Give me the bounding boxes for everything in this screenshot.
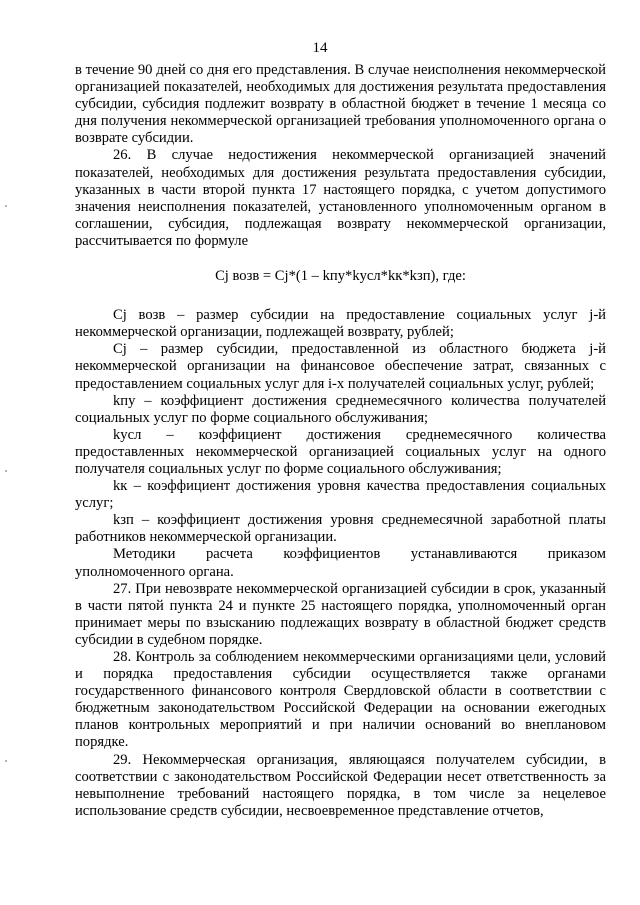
formula: Cj возв = Cj*(1 – kпу*kусл*kк*kзп), где: [215, 268, 466, 285]
paragraph-29: 29. Некоммерческая организация, являющаяся получателем субсидии, в соответствии с законодательством Российской Федерации несет ответственность за невыполнение требований настоящего порядка, в том числе за нецелевое использование средств субсидии, несвоевременное представление отчетов, [75, 751, 606, 819]
definition-cj-vozv: Cj возв – размер субсидии на предоставление социальных услуг j-й некоммерческой организации, подлежащей возврату, рублей; [75, 307, 606, 341]
scan-speck [5, 205, 7, 207]
document-body [75, 62, 606, 820]
paragraph-26: 26. В случае недостижения некоммерческой организацией значений показателей, необходимых для достижения результата предоставления субсидии, указанных в части второй пункта 17 настоящего порядка, с учетом допустимого значения неисполнения показателей, установленного уполномоченным органом в соглашении, субсидия, подлежащая возврату некоммерческой организации, рассчитывается по формуле [75, 147, 606, 249]
definition-cj: Cj – размер субсидии, предоставленной из областного бюджета j-й некоммерческой организации на финансовое обеспечение затрат, связанных с предоставлением социальных услуг для i-х получателей социальных услуг, рублей; [75, 341, 606, 392]
paragraph-28: 28. Контроль за соблюдением некоммерческими организациями цели, условий и порядка предоставления субсидии осуществляется также органами государственного финансового контроля Свердловской области в соответствии с бюджетным законодательством Российской Федерации на основании ежегодных планов контрольных мероприятий и при наличии оснований во внеплановом порядке. [75, 649, 606, 751]
definition-kk: kк – коэффициент достижения уровня качества предоставления социальных услуг; [75, 478, 606, 512]
page-number: 14 [312, 40, 328, 56]
definition-kzp: kзп – коэффициент достижения уровня среднемесячной заработной платы работников некоммерческой организации. [75, 512, 606, 546]
paragraph-continuation: в течение 90 дней со дня его представления. В случае неисполнения некоммерческой организацией показателей, необходимых для достижения результата предоставления субсидии, субсидия подлежит возврату в областной бюджет в течение 1 месяца со дня получения некоммерческой организацией требования уполномоченного органа о возврате субсидии. [75, 62, 606, 147]
paragraph-27: 27. При невозврате некоммерческой организацией субсидии в срок, указанный в части пятой пункта 24 и пункте 25 настоящего порядка, уполномоченный орган принимает меры по взысканию подлежащих возврату в областной бюджет средств субсидии в судебном порядке. [75, 580, 606, 648]
scan-speck [5, 760, 7, 762]
definition-kusl: kусл – коэффициент достижения среднемесячного количества предоставленных некоммерческой организацией социальных услуг на одного получателя социальных услуг по форме социального обслуживания; [75, 426, 606, 477]
paragraph-methods: Методики расчета коэффициентов устанавливаются приказом уполномоченного органа. [75, 546, 606, 580]
scan-speck [5, 470, 7, 472]
definition-kpu: kпу – коэффициент достижения среднемесячного количества получателей социальных услуг по форме социального обслуживания; [75, 392, 606, 426]
